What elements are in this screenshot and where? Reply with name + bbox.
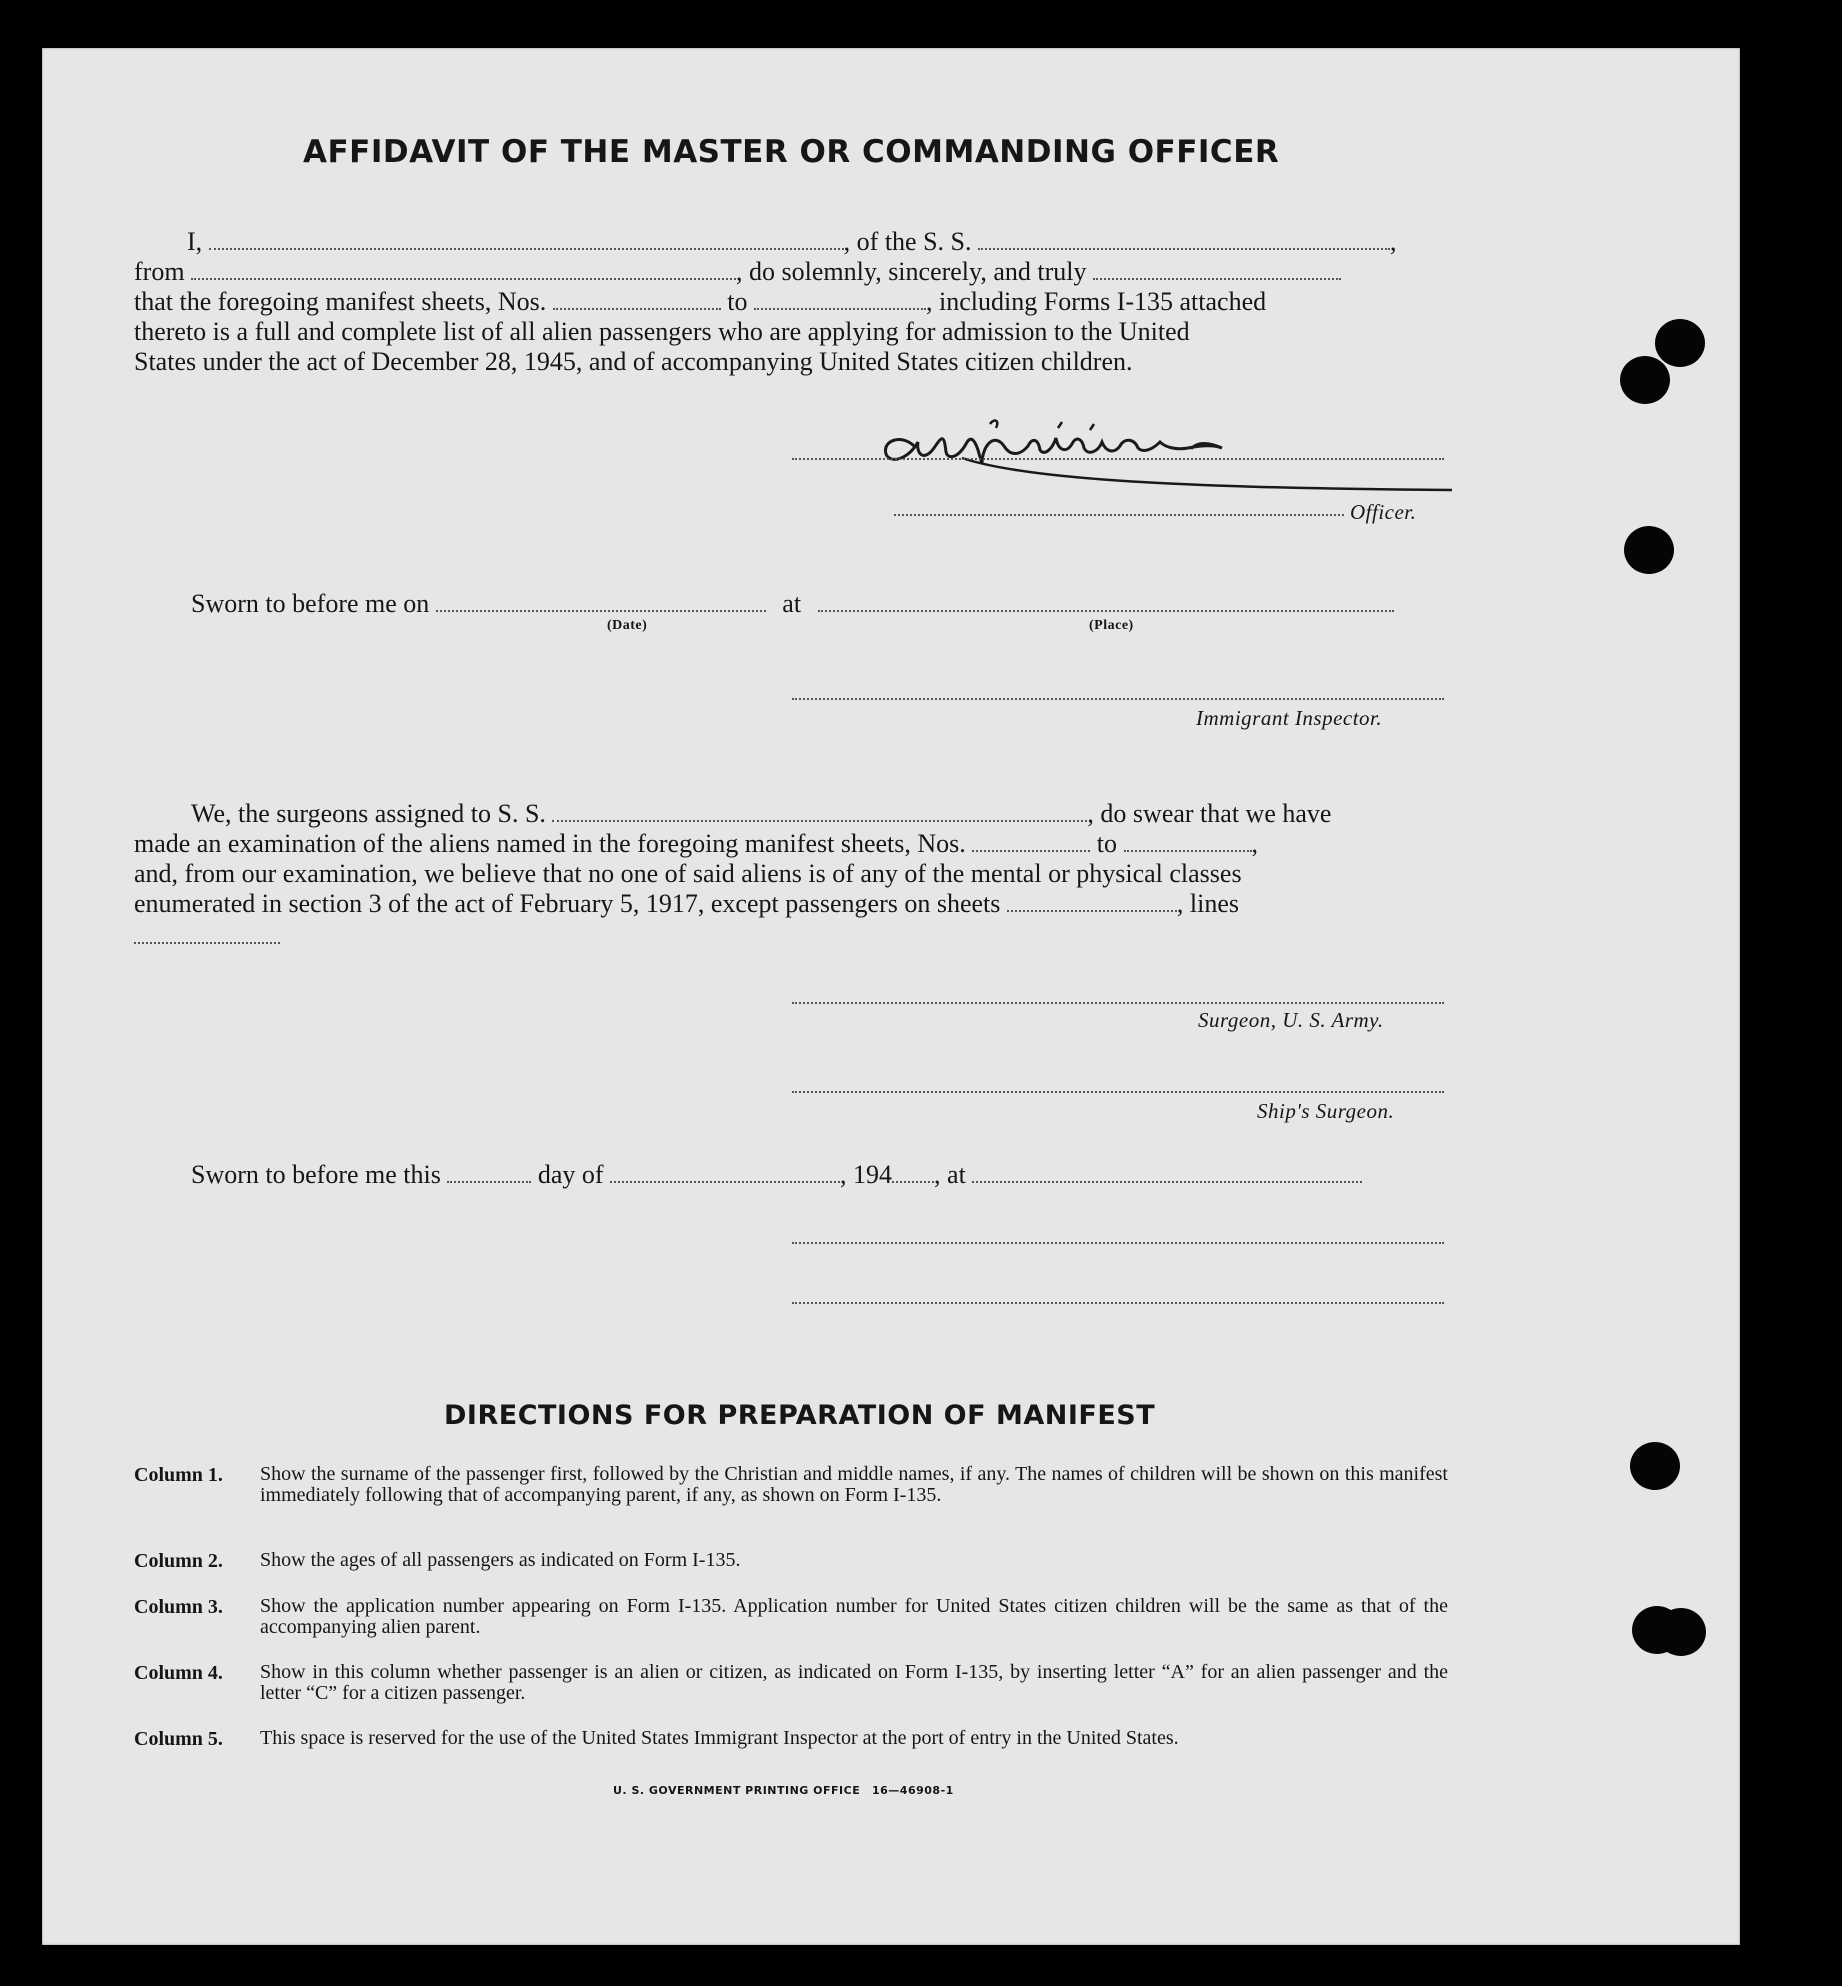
direction-text-5: This space is reserved for the use of the United States Immigrant Inspector at the port of entry in the United States. (260, 1727, 1179, 1749)
lines-blank[interactable] (134, 942, 280, 944)
direction-label-4: Column 4. (134, 1662, 223, 1684)
surgeons-sheets-from-blank[interactable] (972, 830, 1090, 852)
directions-title: DIRECTIONS FOR PREPARATION OF MANIFEST (444, 1400, 1156, 1431)
sheets-from-blank[interactable] (553, 288, 721, 310)
except-sheets-blank[interactable] (1007, 890, 1177, 912)
signature-line-2[interactable] (894, 514, 1344, 516)
affidavit-line-1: I, , of the S. S. , (187, 227, 1397, 256)
surgeons-sheets-to-blank[interactable] (1124, 830, 1252, 852)
affidavit-line-2: from , do solemnly, sincerely, and truly (134, 257, 1341, 287)
surgeons-line-4: enumerated in section 3 of the act of February 5, 1917, except passengers on sheets , lines (134, 889, 1240, 918)
form-number: 16—46908-1 (872, 1784, 954, 1797)
direction-text-2: Show the ages of all passengers as indicated on Form I-135. (260, 1549, 741, 1571)
direction-text-4: Show in this column whether passenger is an alien or citizen, as indicated on Form I-135, by inserting letter “A” for an alien passenger and the letter “C” for a citizen passenger. (260, 1661, 1448, 1704)
from-blank[interactable] (191, 258, 736, 280)
official-signature-line-1[interactable] (792, 1242, 1444, 1244)
sworn-this-day-line: Sworn to before me this day of , 194 , at (191, 1160, 1362, 1190)
day-blank[interactable] (447, 1161, 531, 1183)
army-surgeon-line[interactable] (792, 1002, 1444, 1004)
punch-hole (1655, 319, 1705, 367)
punch-hole (1620, 356, 1670, 404)
surgeons-line-1: We, the surgeons assigned to S. S. , do swear that we have (191, 799, 1332, 828)
affidavit-title: AFFIDAVIT OF THE MASTER OR COMMANDING OFFICER (303, 134, 1280, 170)
document-page (42, 48, 1740, 1945)
surgeons-ship-blank[interactable] (552, 800, 1087, 822)
sheets-to-blank[interactable] (754, 288, 926, 310)
ship-surgeon-line[interactable] (792, 1091, 1444, 1093)
sworn-date-blank[interactable] (436, 590, 766, 612)
direction-label-2: Column 2. (134, 1550, 223, 1572)
direction-text-1: Show the surname of the passenger first, followed by the Christian and middle names, if any. The names of children will be shown on this manifest immediately following that of accompanying parent, if any, as shown on Form I-135. (260, 1463, 1448, 1506)
signature-line-1[interactable] (792, 458, 1444, 460)
surgeons-line-3: and, from our examination, we believe that no one of said aliens is of any of the mental or physical classes (134, 859, 1242, 888)
direction-text-3: Show the application number appearing on Form I-135. Application number for United States citizen children will be the same as that of the accompanying alien parent. (260, 1595, 1448, 1638)
name-blank[interactable] (209, 228, 844, 250)
sworn-place-blank[interactable] (818, 590, 1394, 612)
affidavit-line-3: that the foregoing manifest sheets, Nos. to , including Forms I-135 attached (134, 287, 1267, 316)
punch-hole (1624, 526, 1674, 574)
officer-caption: Officer. (1350, 500, 1417, 524)
direction-label-3: Column 3. (134, 1596, 223, 1618)
date-caption: (Date) (607, 618, 648, 633)
sworn-at-blank[interactable] (972, 1161, 1362, 1183)
inspector-caption: Immigrant Inspector. (1196, 706, 1383, 730)
direction-label-1: Column 1. (134, 1464, 223, 1486)
punch-hole (1656, 1608, 1706, 1656)
direction-label-5: Column 5. (134, 1728, 223, 1750)
month-blank[interactable] (610, 1161, 840, 1183)
affidavit-line-4: thereto is a full and complete list of all alien passengers who are applying for admission to the United (134, 317, 1190, 346)
sworn-before-line: Sworn to before me on at (191, 589, 1394, 619)
inspector-signature-line[interactable] (792, 698, 1444, 700)
army-surgeon-caption: Surgeon, U. S. Army. (1198, 1008, 1384, 1032)
ship-blank[interactable] (978, 228, 1390, 250)
ship-surgeon-caption: Ship's Surgeon. (1257, 1099, 1395, 1123)
truly-blank[interactable] (1093, 258, 1341, 280)
punch-hole (1630, 1442, 1680, 1490)
place-caption: (Place) (1089, 618, 1134, 633)
surgeons-line-2: made an examination of the aliens named in the foregoing manifest sheets, Nos. to , (134, 829, 1258, 858)
official-signature-line-2[interactable] (792, 1302, 1444, 1304)
printing-office-imprint: U. S. GOVERNMENT PRINTING OFFICE (613, 1784, 861, 1797)
year-blank[interactable] (892, 1161, 934, 1183)
officer-signature (862, 408, 1462, 498)
affidavit-line-5: States under the act of December 28, 1945, and of accompanying United States citizen children. (134, 347, 1133, 376)
